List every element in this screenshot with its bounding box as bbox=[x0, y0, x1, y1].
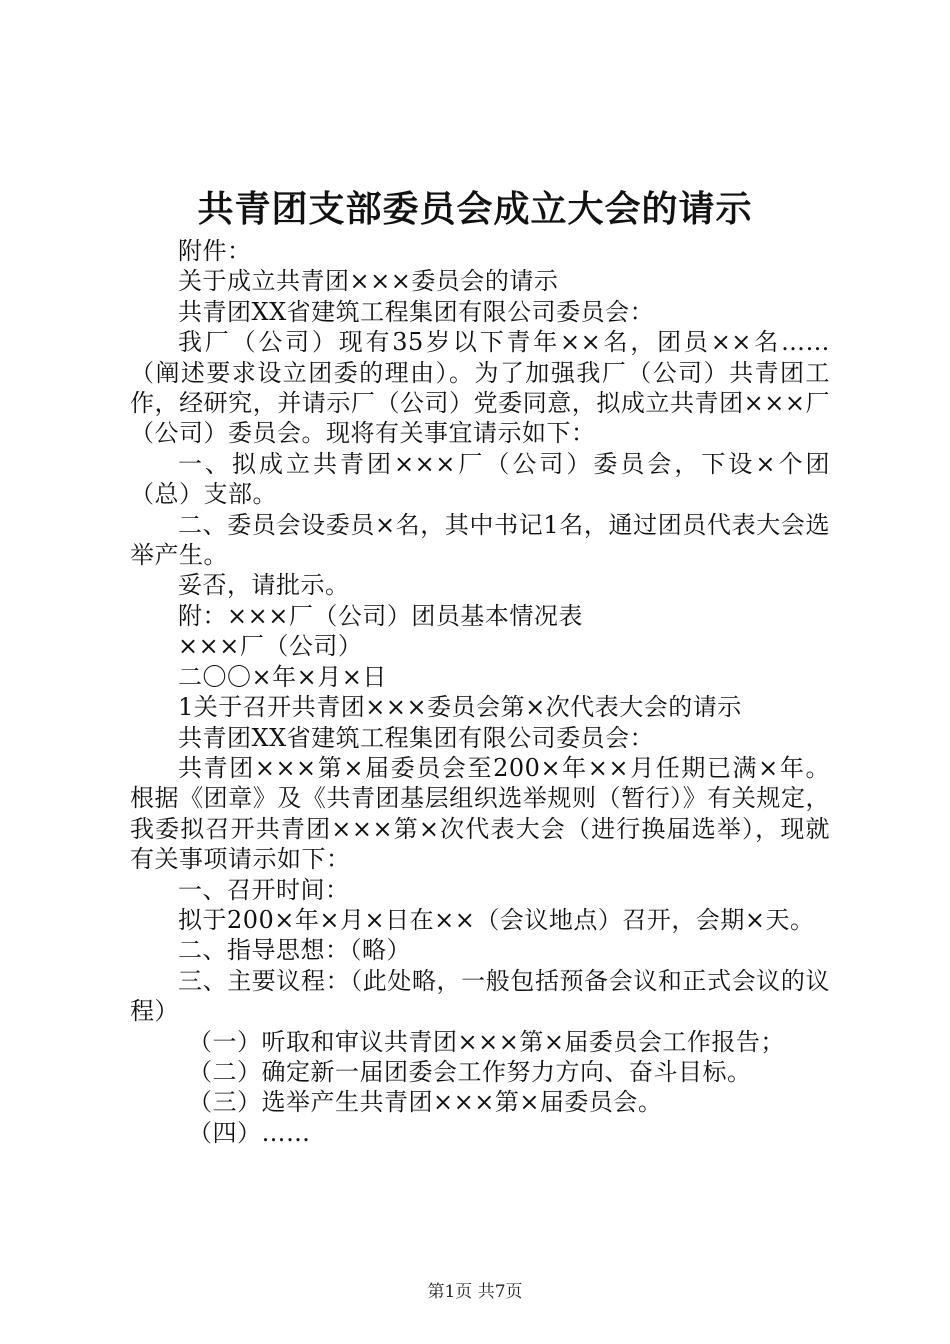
body-paragraph: 妥否，请批示。 bbox=[178, 571, 350, 600]
body-paragraph: 二〇〇×年×月×日 bbox=[178, 662, 387, 691]
body-paragraph: 附：×××厂（公司）团员基本情况表 bbox=[178, 601, 583, 630]
body-paragraph: 二、委员会设委员×名，其中书记1名，通过团员代表大会选举产生。 bbox=[130, 510, 830, 570]
document-title: 共青团支部委员会成立大会的请示 bbox=[197, 188, 753, 230]
body-paragraph: 共青团×××第×届委员会至200×年××月任期已满×年。根据《团章》及《共青团基层组织选举规则（暂行）》有关规定，我委拟召开共青团×××第×次代表大会（进行换届选举），现就有关事项请示如下： bbox=[130, 753, 830, 874]
body-paragraph: （二）确定新一届团委会工作努力方向、奋斗目标。 bbox=[188, 1057, 752, 1086]
body-paragraph: 共青团XX省建筑工程集团有限公司委员会： bbox=[178, 723, 655, 752]
body-paragraph: 附件： bbox=[178, 237, 252, 265]
body-paragraph: 我厂（公司）现有35岁以下青年××名，团员××名……（阐述要求设立团委的理由）。为了加强我厂（公司）共青团工作，经研究，并请示厂（公司）党委同意，拟成立共青团×××厂（公司）委员会。现将有关事宜请示如下： bbox=[130, 328, 830, 448]
body-paragraph: 三、主要议程：（此处略，一般包括预备会议和正式会议的议程） bbox=[130, 966, 830, 1026]
body-paragraph: 1关于召开共青团×××委员会第×次代表大会的请示 bbox=[178, 693, 742, 722]
body-paragraph: 二、指导思想：（略） bbox=[178, 936, 411, 965]
document-body bbox=[130, 236, 830, 1148]
body-paragraph: 拟于200×年×月×日在××（会议地点）召开，会期×天。 bbox=[178, 905, 815, 934]
body-paragraph: 共青团XX省建筑工程集团有限公司委员会： bbox=[178, 297, 655, 326]
body-paragraph: 一、召开时间： bbox=[178, 875, 350, 904]
body-paragraph: （三）选举产生共青团×××第×届委员会。 bbox=[188, 1088, 663, 1117]
body-paragraph: （一）听取和审议共青团×××第×届委员会工作报告； bbox=[188, 1027, 785, 1056]
page-footer: 第1页 共7页 bbox=[427, 1282, 523, 1302]
body-paragraph: ×××厂（公司） bbox=[178, 632, 363, 661]
body-paragraph: （四）…… bbox=[188, 1118, 311, 1147]
body-paragraph: 关于成立共青团×××委员会的请示 bbox=[178, 267, 559, 296]
body-paragraph: 一、拟成立共青团×××厂（公司）委员会，下设×个团（总）支部。 bbox=[130, 449, 830, 509]
